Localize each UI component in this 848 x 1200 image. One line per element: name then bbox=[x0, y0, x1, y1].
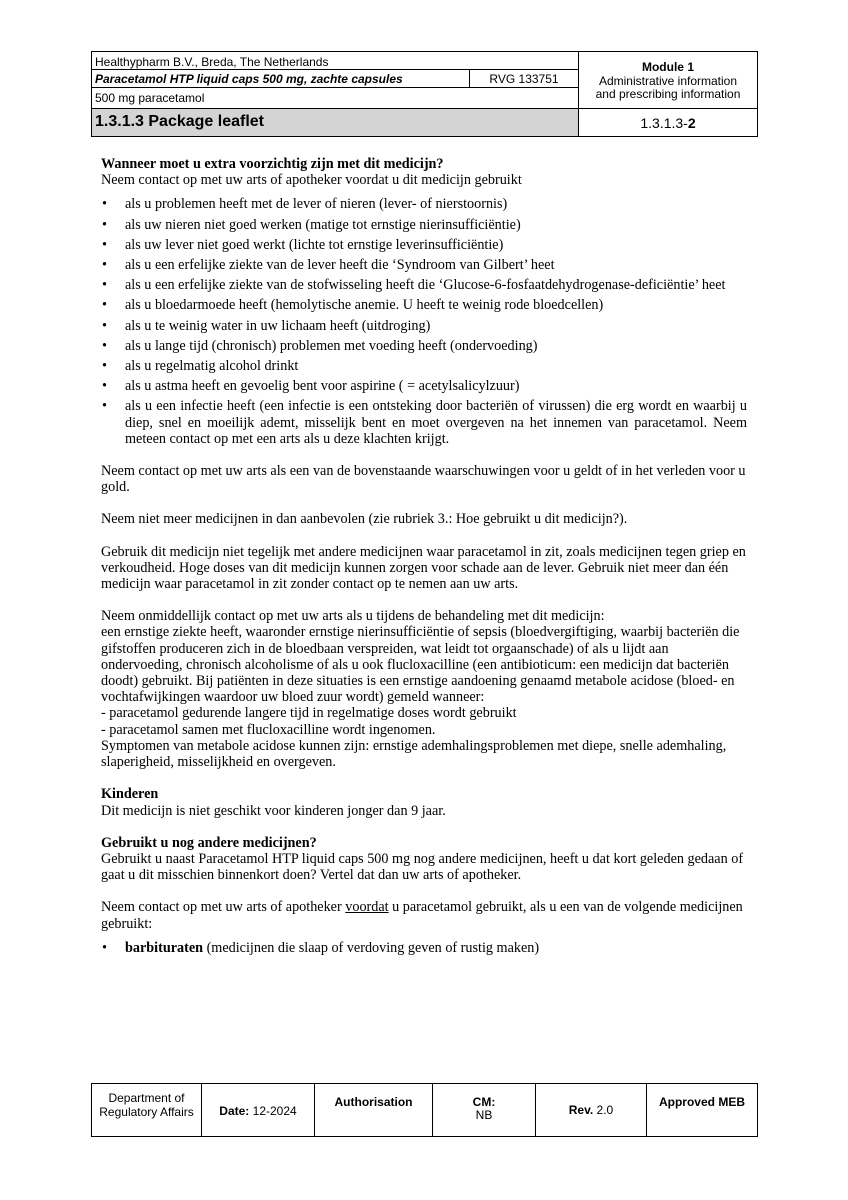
para-acidosis-item-1: - paracetamol gedurende langere tijd in regelmatige doses wordt gebruikt bbox=[101, 705, 517, 722]
product-name: Paracetamol HTP liquid caps 500 mg, zachte capsules bbox=[92, 70, 470, 88]
list-item bbox=[101, 398, 747, 447]
footer-cm bbox=[433, 1084, 536, 1136]
list-item bbox=[101, 277, 747, 293]
bullet-icon: • bbox=[102, 378, 107, 395]
bullet-text: als uw lever niet goed werkt (lichte tot ernstige leverinsufficiëntie) bbox=[125, 236, 504, 253]
leaflet-body bbox=[101, 156, 747, 960]
footer-date bbox=[202, 1084, 315, 1136]
page-code-prefix: 1.3.1.3- bbox=[640, 115, 688, 131]
barbiturates-description: (medicijnen die slaap of verdoving geven of rustig maken) bbox=[203, 939, 540, 956]
para-before-use-a: Neem contact op met uw arts of apotheker bbox=[101, 899, 346, 916]
para-acidosis-intro: Neem onmiddellijk contact op met uw arts als u tijdens de behandeling met dit medicijn: bbox=[101, 608, 605, 625]
heading-other-medicines: Gebruikt u nog andere medicijnen? bbox=[101, 834, 317, 851]
cm-value: NB bbox=[475, 1108, 493, 1122]
heading-children: Kinderen bbox=[101, 786, 159, 803]
rev-value: 2.0 bbox=[593, 1103, 614, 1117]
footer-revision bbox=[536, 1084, 647, 1136]
para-before-use-underlined: voordat bbox=[345, 899, 389, 916]
bullet-text: als uw nieren niet goed werken (matige tot ernstige nierinsufficiëntie) bbox=[125, 216, 521, 233]
bullet-icon: • bbox=[102, 398, 107, 415]
footer-approved: Approved MEB bbox=[658, 1095, 745, 1109]
module-line-2: and prescribing information bbox=[595, 87, 741, 101]
list-item bbox=[101, 217, 747, 233]
bullet-icon: • bbox=[102, 277, 107, 294]
rvg-number: RVG 133751 bbox=[489, 72, 559, 86]
bullet-text: als u lange tijd (chronisch) problemen met voeding heeft (ondervoeding) bbox=[125, 337, 538, 354]
list-item bbox=[101, 378, 747, 394]
caution-intro: Neem contact op met uw arts of apotheker voordat u dit medicijn gebruikt bbox=[101, 172, 522, 189]
footer-authorisation: Authorisation bbox=[315, 1084, 433, 1136]
bullet-icon: • bbox=[102, 236, 107, 253]
module-title: Module 1 bbox=[641, 60, 694, 74]
product-row bbox=[92, 70, 578, 88]
list-item bbox=[101, 338, 747, 354]
bullet-icon: • bbox=[102, 358, 107, 375]
module-info bbox=[578, 52, 757, 109]
para-acidosis-detail: een ernstige ziekte heeft, waaronder ernstige nierinsufficiëntie of sepsis (bloedvergiftiging, waarbij bacteriën die gifstoffen produceren zich in de bloedbaan verspreiden, wat leidt tot orgaanschade) of als u lijdt aan ondervoeding, chronisch alcoholisme of als u ook flucloxacilline (een antibioticum: een medicijn dat bacteriën doodt) gebruikt. Bij patiënten in deze situaties is een ernstige aandoening genaamd metabole acidose (bloed- en vochtafwijkingen waardoor uw bloed zuur wordt) gemeld wanneer: bbox=[101, 624, 740, 706]
page-code bbox=[578, 109, 757, 136]
barbiturates-label: barbituraten bbox=[125, 939, 204, 956]
list-item bbox=[101, 257, 747, 273]
bullet-icon: • bbox=[102, 297, 107, 314]
footer-department bbox=[92, 1084, 202, 1136]
dept-line-1: Department of bbox=[108, 1091, 185, 1105]
list-item bbox=[101, 196, 747, 212]
bullet-text: als u een erfelijke ziekte van de lever heeft die ‘Syndroom van Gilbert’ heet bbox=[125, 257, 555, 274]
para-dose: Neem niet meer medicijnen in dan aanbevolen (zie rubriek 3.: Hoe gebruikt u dit medicijn?). bbox=[101, 511, 628, 528]
list-item-barbiturates bbox=[101, 940, 747, 956]
heading-caution: Wanneer moet u extra voorzichtig zijn met dit medicijn? bbox=[101, 156, 444, 172]
list-item bbox=[101, 297, 747, 313]
rev-label: Rev. bbox=[568, 1103, 594, 1117]
para-children: Dit medicijn is niet geschikt voor kinderen jonger dan 9 jaar. bbox=[101, 802, 446, 819]
list-item bbox=[101, 358, 747, 374]
document-header-table bbox=[91, 51, 758, 137]
dept-line-2: Regulatory Affairs bbox=[99, 1105, 194, 1119]
bullet-text: als u bloedarmoede heeft (hemolytische anemie. U heeft te weinig rode bloedcellen) bbox=[125, 297, 604, 314]
list-item bbox=[101, 237, 747, 253]
bullet-icon: • bbox=[102, 317, 107, 334]
list-item bbox=[101, 318, 747, 334]
para-before-use bbox=[101, 899, 747, 931]
para-warnings: Neem contact op met uw arts als een van de bovenstaande waarschuwingen voor u geldt of in het verleden voor u gold. bbox=[101, 463, 746, 496]
document-footer-table bbox=[91, 1083, 758, 1137]
bullet-icon: • bbox=[102, 939, 107, 956]
para-other-medicines: Gebruikt u naast Paracetamol HTP liquid caps 500 mg nog andere medicijnen, heeft u dat kort geleden gedaan of gaat u dit misschien binnenkort doen? Vertel dat dan uw arts of apotheker. bbox=[101, 850, 744, 884]
cm-label: CM: bbox=[472, 1095, 496, 1109]
para-acidosis-item-2: - paracetamol samen met flucloxacilline wordt ingenomen. bbox=[101, 721, 436, 738]
company-name: Healthypharm B.V., Breda, The Netherlands bbox=[92, 52, 578, 70]
bullet-text: als u een infectie heeft (een infectie is een ontsteking door bacteriën of virussen) die erg wordt en waarbij u diep, snel en moeilijk ademt, misselijk bent en moet overgeven na het innemen van paracetamol. Neem meteen contact op met een arts als u deze klachten krijgt. bbox=[125, 398, 747, 447]
bullet-icon: • bbox=[102, 337, 107, 354]
bullet-text: als u regelmatig alcohol drinkt bbox=[125, 358, 299, 375]
page-code-number: 2 bbox=[687, 115, 696, 131]
section-title: 1.3.1.3 Package leaflet bbox=[92, 109, 578, 136]
caution-bullet-list bbox=[101, 196, 747, 447]
date-value: 12-2024 bbox=[249, 1104, 297, 1118]
bullet-text: als u een erfelijke ziekte van de stofwisseling heeft die ‘Glucose-6-fosfaatdehydrogenase-deficiëntie’ heet bbox=[125, 277, 726, 294]
bullet-icon: • bbox=[102, 196, 107, 213]
module-line-1: Administrative information bbox=[598, 74, 738, 88]
interaction-bullet-list bbox=[101, 940, 747, 956]
bullet-icon: • bbox=[102, 216, 107, 233]
bullet-text: als u te weinig water in uw lichaam heeft (uitdroging) bbox=[125, 317, 431, 334]
para-acidosis-symptoms: Symptomen van metabole acidose kunnen zijn: ernstige ademhalingsproblemen met diepe, snelle ademhaling, slaperigheid, misselijkheid en overgeven. bbox=[101, 737, 727, 771]
active-substance: 500 mg paracetamol bbox=[92, 88, 578, 109]
bullet-icon: • bbox=[102, 257, 107, 274]
bullet-text: als u problemen heeft met de lever of nieren (lever- of nierstoornis) bbox=[125, 196, 508, 213]
para-combination: Gebruik dit medicijn niet tegelijk met andere medicijnen waar paracetamol in zit, zoals medicijnen tegen griep en verkoudheid. Hoge doses van dit medicijn kunnen zorgen voor schade aan de lever. Gebruik niet meer dan één medicijn waar paracetamol in zit zonder contact op te nemen aan uw arts. bbox=[101, 543, 746, 593]
para-before-use-b: u paracetamol gebruikt, als u een van de volgende medicijnen gebruikt: bbox=[101, 899, 743, 932]
date-label: Date: bbox=[219, 1104, 250, 1118]
bullet-text: als u astma heeft en gevoelig bent voor aspirine ( = acetylsalicylzuur) bbox=[125, 378, 520, 395]
